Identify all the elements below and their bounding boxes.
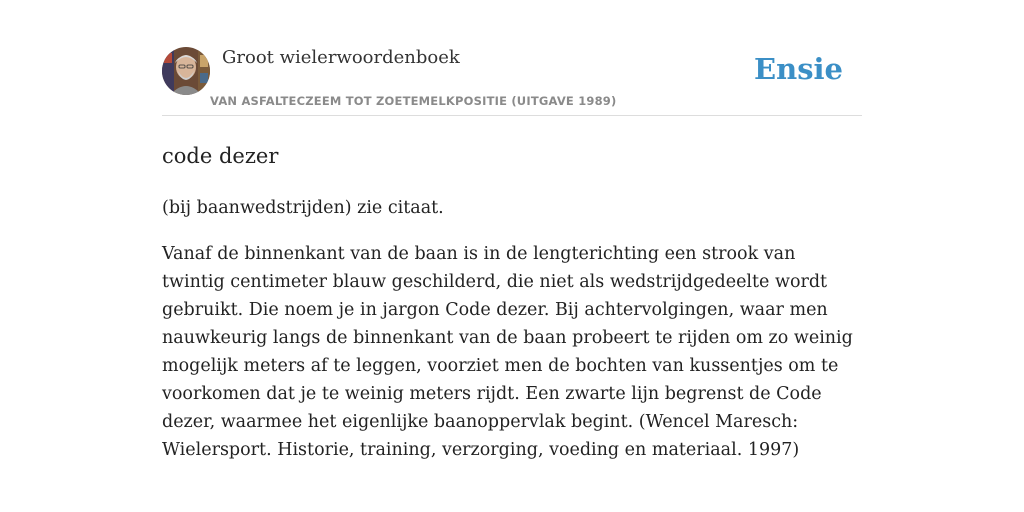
book-title[interactable]: Groot wielerwoordenboek — [222, 47, 460, 68]
entry-term: code dezer — [162, 144, 279, 168]
author-avatar[interactable] — [162, 47, 210, 95]
avatar-photo-icon — [162, 47, 210, 95]
entry-definition: (bij baanwedstrijden) zie citaat. — [162, 198, 444, 218]
entry-quote: Vanaf de binnenkant van de baan is in de lengterichting een strook van twintig centimeter blauw geschilderd, die niet als wedstrijdgedeelte wordt gebruikt. Die noem je in jargon Code dezer. Bij achtervolgingen, waar men nauwkeurig langs de binnenkant van de baan probeert te rijden om zo weinig mogelijk meters af te leggen, voorziet men de bochten van kussentjes om te voorkomen dat je te weinig meters rijdt. Een zwarte lijn begrenst de Code dezer, waarmee het eigenlijke baanoppervlak begint. (Wencel Maresch: Wielersport. Historie, training, verzorging, voeding en materiaal. 1997) — [162, 244, 853, 460]
entry-card — [162, 44, 862, 464]
book-subtitle: VAN ASFALTECZEEM TOT ZOETEMELKPOSITIE (UITGAVE 1989) — [210, 94, 617, 108]
ensie-logo[interactable]: Ensie — [754, 52, 843, 86]
book-header — [162, 44, 862, 116]
